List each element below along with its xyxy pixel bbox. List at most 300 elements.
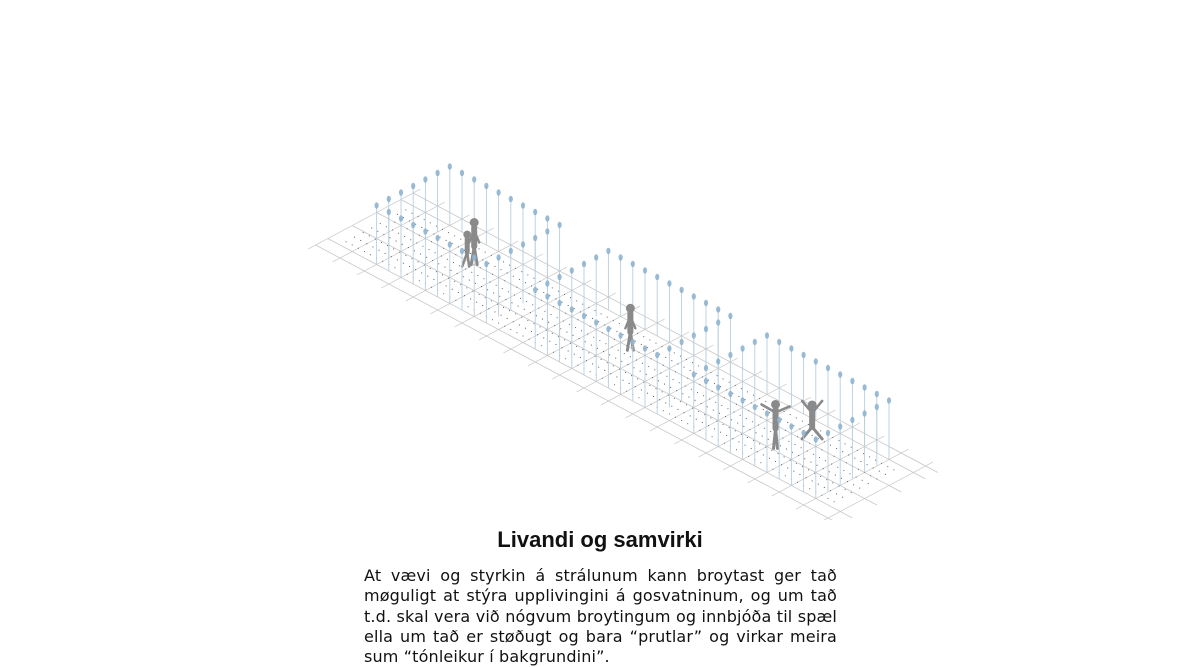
water-jet-head — [436, 170, 440, 176]
ground-dot — [726, 435, 727, 436]
ground-dot — [734, 412, 735, 413]
ground-dot — [499, 296, 500, 297]
ground-dot — [680, 401, 681, 402]
ground-dot — [419, 235, 420, 236]
ground-dot — [823, 468, 824, 469]
ground-dot — [446, 285, 447, 286]
ground-dot — [394, 222, 395, 223]
ground-dot — [635, 386, 636, 387]
ground-dot — [448, 232, 449, 233]
ground-dot — [622, 380, 623, 381]
ground-dot — [715, 402, 716, 403]
ground-dot — [690, 370, 691, 371]
ground-dot — [614, 339, 615, 340]
water-jet-head — [667, 280, 671, 286]
ground-dot — [515, 268, 516, 269]
ground-dot — [513, 321, 514, 322]
ground-dot — [652, 377, 653, 378]
ground-dot — [744, 445, 745, 446]
ground-dot — [787, 467, 788, 468]
ground-dot — [735, 385, 736, 386]
ground-dot — [447, 259, 448, 260]
ground-dot — [741, 434, 742, 435]
water-jet-head — [680, 339, 684, 345]
ground-dot — [630, 356, 631, 357]
ground-dot — [433, 279, 434, 280]
water-jet-head — [789, 423, 793, 429]
ground-dot — [408, 247, 409, 248]
ground-dot — [543, 292, 544, 293]
ground-dot — [741, 388, 742, 389]
ground-dot — [430, 268, 431, 269]
water-jet-head — [448, 241, 452, 247]
ground-dot — [380, 223, 381, 224]
ground-dot — [723, 424, 724, 425]
ground-dot — [399, 252, 400, 253]
ground-dot — [784, 456, 785, 457]
ground-dot — [610, 373, 611, 374]
ground-dot — [548, 322, 549, 323]
ground-dot — [782, 438, 783, 439]
water-jet-head — [826, 430, 830, 436]
water-jet-head — [777, 417, 781, 423]
water-jet-head — [741, 397, 745, 403]
ground-dot — [729, 427, 730, 428]
ground-dot — [491, 255, 492, 256]
ground-dot — [581, 330, 582, 331]
water-jet-head — [875, 391, 879, 397]
ground-dot — [525, 282, 526, 283]
ground-dot — [619, 369, 620, 370]
ground-dot — [683, 367, 684, 368]
ground-dot — [653, 350, 654, 351]
ground-dot — [475, 283, 476, 284]
ground-dot — [444, 267, 445, 268]
water-jet-head — [814, 358, 818, 364]
ground-dot — [507, 272, 508, 273]
ground-dot — [820, 476, 821, 477]
ground-dot — [602, 332, 603, 333]
water-jet-head — [826, 365, 830, 371]
ground-dot — [859, 488, 860, 489]
ground-dot — [832, 437, 833, 438]
ground-dot — [448, 278, 449, 279]
ground-dot — [520, 298, 521, 299]
ground-dot — [418, 261, 419, 262]
water-jet-head — [545, 280, 549, 286]
ground-dot — [459, 265, 460, 266]
ground-dot — [569, 324, 570, 325]
ground-dot — [429, 249, 430, 250]
ground-dot — [527, 274, 528, 275]
ground-dot — [785, 430, 786, 431]
ground-dot — [618, 350, 619, 351]
water-jet-head — [728, 391, 732, 397]
water-jet-head — [850, 417, 854, 423]
ground-dot — [598, 367, 599, 368]
ground-dot — [624, 353, 625, 354]
ground-dot — [479, 294, 480, 295]
ground-dot — [775, 461, 776, 462]
ground-dot — [427, 276, 428, 277]
ground-dot — [679, 382, 680, 383]
ground-dot — [582, 349, 583, 350]
ground-dot — [845, 489, 846, 490]
ground-dot — [787, 422, 788, 423]
ground-dot — [780, 445, 781, 446]
ground-dot — [642, 363, 643, 364]
ground-dot — [533, 323, 534, 324]
ground-dot — [574, 354, 575, 355]
ground-dot — [576, 346, 577, 347]
water-jet-head — [753, 339, 757, 345]
ground-dot — [516, 287, 517, 288]
ground-dot — [409, 266, 410, 267]
ground-dot — [677, 409, 678, 410]
ground-dot — [726, 389, 727, 390]
ground-dot — [580, 357, 581, 358]
water-jet-head — [716, 306, 720, 312]
ground-dot — [763, 454, 764, 455]
ground-dot — [564, 294, 565, 295]
ground-dot — [364, 251, 365, 252]
ground-dot — [565, 358, 566, 359]
ground-dot — [765, 401, 766, 402]
ground-dot — [613, 320, 614, 321]
ground-dot — [407, 274, 408, 275]
water-jet-head — [509, 196, 513, 202]
ground-dot — [753, 395, 754, 396]
ground-dot — [616, 376, 617, 377]
water-jet-head — [753, 404, 757, 410]
ground-dot — [714, 383, 715, 384]
ground-dot — [526, 301, 527, 302]
ground-dot — [515, 313, 516, 314]
ground-dot — [699, 384, 700, 385]
ground-dot — [831, 464, 832, 465]
ground-dot — [605, 343, 606, 344]
ground-dot — [476, 302, 477, 303]
ground-dot — [577, 319, 578, 320]
person-figure — [762, 400, 790, 448]
ground-dot — [670, 387, 671, 388]
ground-dot — [868, 483, 869, 484]
ground-dot — [797, 482, 798, 483]
ground-dot — [826, 479, 827, 480]
ground-dot — [724, 397, 725, 398]
ground-dot — [714, 428, 715, 429]
ground-dot — [792, 452, 793, 453]
ground-dot — [819, 457, 820, 458]
ground-dot — [541, 345, 542, 346]
water-jet-head — [838, 423, 842, 429]
ground-dot — [538, 308, 539, 309]
ground-dot — [825, 460, 826, 461]
ground-dot — [421, 227, 422, 228]
grid-line-long — [316, 245, 841, 520]
ground-dot — [458, 292, 459, 293]
water-jet-head — [619, 332, 623, 338]
ground-dot — [738, 396, 739, 397]
ground-dot — [540, 326, 541, 327]
ground-dot — [731, 419, 732, 420]
ground-dot — [407, 228, 408, 229]
water-jet-head — [558, 222, 562, 228]
ground-dot — [607, 362, 608, 363]
ground-dot — [601, 359, 602, 360]
ground-dot — [751, 448, 752, 449]
ground-dot — [570, 297, 571, 298]
water-jet-head — [631, 339, 635, 345]
ground-dot — [402, 244, 403, 245]
ground-dot — [558, 336, 559, 337]
water-jet-head — [777, 339, 781, 345]
ground-dot — [575, 327, 576, 328]
ground-dot — [464, 295, 465, 296]
ground-dot — [372, 246, 373, 247]
ground-dot — [483, 278, 484, 279]
ground-dot — [716, 375, 717, 376]
ground-dot — [568, 305, 569, 306]
ground-dot — [443, 248, 444, 249]
ground-dot — [842, 497, 843, 498]
ground-dot — [674, 398, 675, 399]
ground-dot — [843, 470, 844, 471]
water-jet-head — [704, 300, 708, 306]
ground-dot — [503, 261, 504, 262]
ground-dot — [503, 307, 504, 308]
ground-dot — [643, 382, 644, 383]
ground-dot — [716, 421, 717, 422]
ground-dot — [719, 413, 720, 414]
ground-dot — [421, 272, 422, 273]
grid-line-cross — [308, 189, 420, 249]
ground-dot — [590, 371, 591, 372]
ground-dot — [795, 444, 796, 445]
water-jet-head — [582, 313, 586, 319]
ground-dot — [801, 447, 802, 448]
ground-dot — [710, 372, 711, 373]
water-jet-head — [387, 209, 391, 215]
ground-dot — [797, 436, 798, 437]
ground-dot — [463, 276, 464, 277]
ground-dot — [663, 410, 664, 411]
ground-dot — [816, 465, 817, 466]
ground-dot — [640, 371, 641, 372]
ground-dot — [494, 311, 495, 312]
ground-dot — [346, 241, 347, 242]
ground-dot — [671, 360, 672, 361]
ground-dot — [653, 396, 654, 397]
ground-dot — [431, 287, 432, 288]
ground-dot — [829, 471, 830, 472]
water-jet-head — [375, 202, 379, 208]
ground-dot — [638, 352, 639, 353]
ground-dot — [698, 365, 699, 366]
ground-dot — [748, 410, 749, 411]
ground-dot — [570, 343, 571, 344]
ground-dot — [818, 484, 819, 485]
ground-dot — [471, 272, 472, 273]
ground-dot — [757, 451, 758, 452]
ground-dot — [686, 359, 687, 360]
ground-dot — [764, 428, 765, 429]
ground-dot — [824, 441, 825, 442]
ground-dot — [482, 259, 483, 260]
ground-dot — [485, 252, 486, 253]
ground-dot — [424, 265, 425, 266]
ground-dot — [668, 395, 669, 396]
ground-dot — [777, 453, 778, 454]
ground-dot — [531, 331, 532, 332]
ground-dot — [784, 411, 785, 412]
ground-dot — [565, 313, 566, 314]
water-jet-head — [472, 176, 476, 182]
water-jet-head — [887, 397, 891, 403]
ground-dot — [664, 384, 665, 385]
ground-dot — [736, 449, 737, 450]
ground-dot — [490, 282, 491, 283]
ground-dot — [704, 414, 705, 415]
ground-dot — [397, 214, 398, 215]
ground-dot — [793, 471, 794, 472]
ground-dot — [655, 388, 656, 389]
ground-dot — [442, 274, 443, 275]
ground-dot — [409, 220, 410, 221]
ground-dot — [626, 391, 627, 392]
ground-dot — [455, 254, 456, 255]
ground-dot — [752, 421, 753, 422]
ground-dot — [790, 414, 791, 415]
ground-dot — [560, 328, 561, 329]
ground-dot — [604, 324, 605, 325]
ground-dot — [525, 328, 526, 329]
water-jet-head — [643, 345, 647, 351]
ground-dot — [511, 302, 512, 303]
ground-dot — [507, 318, 508, 319]
ground-dot — [834, 501, 835, 502]
ground-dot — [648, 366, 649, 367]
ground-dot — [370, 254, 371, 255]
ground-dot — [677, 363, 678, 364]
ground-dot — [496, 285, 497, 286]
ground-dot — [835, 475, 836, 476]
water-jet-head — [472, 254, 476, 260]
ground-dot — [681, 420, 682, 421]
ground-dot — [665, 357, 666, 358]
ground-dot — [870, 475, 871, 476]
ground-dot — [735, 430, 736, 431]
water-jet-head — [692, 332, 696, 338]
ground-dot — [847, 481, 848, 482]
ground-dot — [821, 449, 822, 450]
ground-dot — [862, 480, 863, 481]
ground-dot — [411, 213, 412, 214]
ground-dot — [586, 360, 587, 361]
ground-dot — [568, 350, 569, 351]
ground-dot — [541, 300, 542, 301]
water-jet-head — [704, 326, 708, 332]
ground-dot — [869, 456, 870, 457]
ground-dot — [785, 475, 786, 476]
ground-dot — [854, 458, 855, 459]
water-jet-head — [570, 267, 574, 273]
ground-dot — [832, 482, 833, 483]
ground-dot — [616, 331, 617, 332]
water-jet-head — [411, 222, 415, 228]
ground-dot — [663, 365, 664, 366]
ground-dot — [435, 252, 436, 253]
ground-dot — [426, 257, 427, 258]
ground-dot — [662, 391, 663, 392]
ground-dot — [836, 448, 837, 449]
ground-dot — [713, 410, 714, 411]
ground-dot — [755, 432, 756, 433]
ground-dot — [799, 428, 800, 429]
ground-dot — [686, 404, 687, 405]
water-jet-head — [704, 365, 708, 371]
ground-dot — [521, 271, 522, 272]
ground-dot — [433, 233, 434, 234]
ground-dot — [419, 280, 420, 281]
ground-dot — [729, 382, 730, 383]
ground-dot — [669, 413, 670, 414]
ground-dot — [533, 278, 534, 279]
ground-dot — [834, 456, 835, 457]
ground-dot — [851, 447, 852, 448]
ground-dot — [647, 393, 648, 394]
ground-dot — [366, 243, 367, 244]
ground-dot — [763, 409, 764, 410]
water-jet-head — [692, 293, 696, 299]
ground-dot — [387, 245, 388, 246]
ground-dot — [422, 246, 423, 247]
water-jet-head — [545, 228, 549, 234]
ground-dot — [481, 286, 482, 287]
ground-dot — [470, 298, 471, 299]
ground-dot — [454, 281, 455, 282]
ground-dot — [531, 285, 532, 286]
water-jet-head — [716, 319, 720, 325]
ground-dot — [378, 250, 379, 251]
ground-dot — [805, 477, 806, 478]
ground-dot — [633, 367, 634, 368]
ground-dot — [487, 289, 488, 290]
ground-dot — [549, 341, 550, 342]
ground-dot — [593, 337, 594, 338]
ground-dot — [646, 374, 647, 375]
ground-dot — [615, 358, 616, 359]
ground-dot — [532, 304, 533, 305]
ground-dot — [727, 408, 728, 409]
water-jet-head — [497, 254, 501, 260]
ground-dot — [497, 304, 498, 305]
ground-dot — [619, 323, 620, 324]
ground-dot — [363, 232, 364, 233]
water-jet-head — [484, 261, 488, 267]
ground-dot — [802, 466, 803, 467]
ground-dot — [551, 314, 552, 315]
water-jet-head — [582, 261, 586, 267]
ground-dot — [692, 362, 693, 363]
water-jet-head — [533, 209, 537, 215]
ground-dot — [529, 293, 530, 294]
ground-dot — [812, 435, 813, 436]
ground-dot — [771, 450, 772, 451]
ground-dot-grid — [346, 209, 895, 502]
ground-dot — [710, 417, 711, 418]
water-jet-head — [667, 345, 671, 351]
